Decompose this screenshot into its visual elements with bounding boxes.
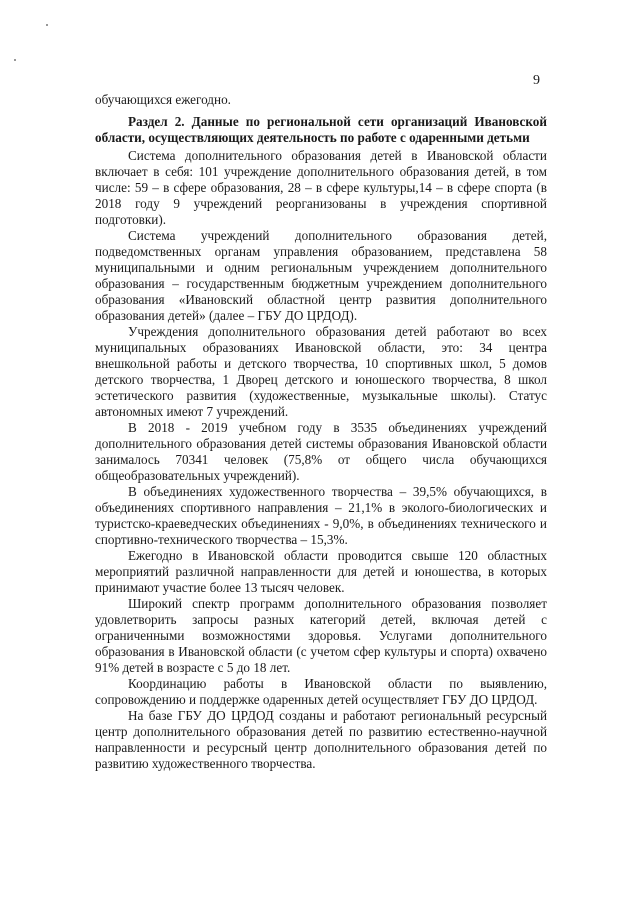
- page-number: 9: [533, 73, 540, 88]
- paragraph-2: Система учреждений дополнительного образования детей, подведомственных органам управления образованием, представлена 58 муниципальными и одним региональным учреждением дополнительного образования – государственным бюджетным учреждением дополнительного образования «Ивановский областной центр развития дополнительного образования детей» (далее – ГБУ ДО ЦРДОД).: [95, 228, 547, 323]
- section-heading: Раздел 2. Данные по региональной сети организаций Ивановской области, осуществляющих деятельность по работе с одаренными детьми: [95, 114, 547, 145]
- paragraph-8: Координацию работы в Ивановской области по выявлению, сопровождению и поддержке одаренных детей осуществляет ГБУ ДО ЦРДОД.: [95, 676, 547, 707]
- document-body: [95, 92, 547, 772]
- paragraph-3: Учреждения дополнительного образования детей работают во всех муниципальных образованиях Ивановской области, это: 34 центра внешкольной работы и детского творчества, 10 спортивных школ, 5 домов детского творчества, 1 Дворец детского и юношеского творчества, 8 школ эстетического развития (художественные, музыкальные школы). Статус автономных имеют 7 учреждений.: [95, 324, 547, 419]
- paragraph-4: В 2018 - 2019 учебном году в 3535 объединениях учреждений дополнительного образования детей системы образования Ивановской области занималось 70341 человек (75,8% от общего числа обучающихся общеобразовательных учреждений).: [95, 420, 547, 483]
- scan-speck: [46, 24, 48, 26]
- paragraph-1: Система дополнительного образования детей в Ивановской области включает в себя: 101 учреждение дополнительного образования детей, в том числе: 59 – в сфере образования, 28 – в сфере культуры,14 – в сфере спорта (в 2018 году 9 учреждений реорганизованы в учреждения спортивной подготовки).: [95, 148, 547, 227]
- paragraph-7: Широкий спектр программ дополнительного образования позволяет удовлетворить запросы разных категорий детей, включая детей с ограниченными возможностями здоровья. Услугами дополнительного образования в Ивановской области (с учетом сфер культуры и спорта) охвачено 91% детей в возрасте с 5 до 18 лет.: [95, 596, 547, 675]
- paragraph-9: На базе ГБУ ДО ЦРДОД созданы и работают региональный ресурсный центр дополнительного образования детей по развитию естественно-научной направленности и ресурсный центр дополнительного образования детей по развитию художественного творчества.: [95, 708, 547, 771]
- lead-fragment: обучающихся ежегодно.: [95, 92, 231, 107]
- paragraph-6: Ежегодно в Ивановской области проводится свыше 120 областных мероприятий различной направленности для детей и юношества, в которых принимают участие более 13 тысяч человек.: [95, 548, 547, 595]
- paragraph-5: В объединениях художественного творчества – 39,5% обучающихся, в объединениях спортивного направления – 21,1% в эколого-биологических и туристско-краеведческих объединениях - 9,0%, в объединениях технического и спортивно-технического творчества – 15,3%.: [95, 484, 547, 547]
- scan-speck: [14, 59, 16, 61]
